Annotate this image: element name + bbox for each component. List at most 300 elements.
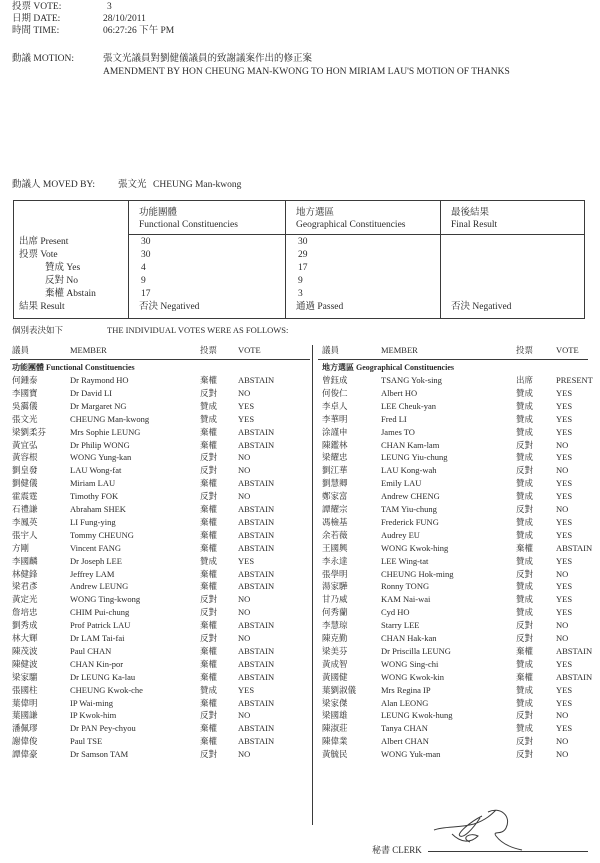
member-name-en: Tommy CHEUNG xyxy=(70,529,134,540)
member-name-zh: 王國興 xyxy=(322,542,348,553)
member-name-zh: 黃毓民 xyxy=(322,749,348,760)
vote-en: ABSTAIN xyxy=(556,542,593,553)
vote-en: YES xyxy=(556,684,573,695)
vote-zh: 反對 xyxy=(200,491,218,502)
vote-row xyxy=(12,582,308,594)
moved-by-name-en: CHEUNG Man-kwong xyxy=(153,180,242,190)
member-name-en: WONG Yuk-man xyxy=(381,749,441,760)
vote-zh: 贊成 xyxy=(200,555,218,566)
member-name-en: LEE Cheuk-yan xyxy=(381,400,436,411)
member-name-zh: 梁家騮 xyxy=(12,671,38,682)
member-name-zh: 劉慧卿 xyxy=(322,478,348,489)
moved-by-label: 動議人 MOVED BY: xyxy=(12,180,96,190)
vote-zh: 反對 xyxy=(516,439,534,450)
member-name-zh: 陳偉業 xyxy=(322,736,348,747)
vote-zh: 反對 xyxy=(200,594,218,605)
member-name-en: WONG Sing-chi xyxy=(381,658,439,669)
member-name-en: CHEUNG Hok-ming xyxy=(381,568,454,579)
member-name-en: LAU Wong-fat xyxy=(70,465,122,476)
vote-zh: 贊成 xyxy=(516,594,534,605)
member-name-en: Dr LEUNG Ka-lau xyxy=(70,671,136,682)
member-name-en: LI Fung-ying xyxy=(70,516,116,527)
col-header-vote-zh: 投票 xyxy=(516,345,534,355)
member-name-en: Dr Joseph LEE xyxy=(70,555,122,566)
member-name-zh: 鄭家富 xyxy=(322,491,348,502)
date-label: 日期 DATE: xyxy=(12,14,61,24)
col-functional-en: Functional Constituencies xyxy=(139,220,238,230)
col-final-zh: 最後結果 xyxy=(451,208,490,218)
member-name-en: KAM Nai-wai xyxy=(381,594,431,605)
member-name-zh: 馮檢基 xyxy=(322,516,348,527)
member-name-zh: 梁家傑 xyxy=(322,697,348,708)
vote-en: NO xyxy=(556,633,569,643)
col-functional-zh: 功能團體 xyxy=(139,208,178,218)
vote-en: ABSTAIN xyxy=(238,529,275,540)
member-name-en: Paul CHAN xyxy=(70,645,112,656)
geographical-result: 通過 Passed xyxy=(296,302,344,312)
motion-label: 動議 MOTION: xyxy=(12,54,75,64)
geographical-vote: 29 xyxy=(298,250,308,260)
member-name-zh: 梁君彥 xyxy=(12,581,38,592)
vote-zh: 贊成 xyxy=(516,555,534,566)
member-name-zh: 陳健波 xyxy=(12,658,38,669)
member-name-en: Frederick FUNG xyxy=(381,516,439,527)
table-divider xyxy=(440,201,441,318)
vote-en: YES xyxy=(556,400,573,411)
member-name-zh: 梁美芬 xyxy=(322,645,348,656)
vote-row xyxy=(12,441,308,453)
member-name-zh: 黃國健 xyxy=(322,671,348,682)
member-name-zh: 劉秀成 xyxy=(12,620,38,631)
member-name-zh: 何俊仁 xyxy=(322,387,348,398)
member-name-en: James TO xyxy=(381,426,415,437)
vote-en: ABSTAIN xyxy=(238,658,275,669)
vote-row xyxy=(12,724,308,736)
individual-votes-heading-en: THE INDIVIDUAL VOTES WERE AS FOLLOWS: xyxy=(107,325,289,335)
vote-en: YES xyxy=(556,387,573,398)
vote-en: NO xyxy=(238,465,251,476)
member-name-zh: 霍震霆 xyxy=(12,491,38,502)
member-name-zh: 張國柱 xyxy=(12,684,38,695)
vote-row xyxy=(322,518,594,530)
time-value: 06:27:26 下午 PM xyxy=(103,26,175,36)
vote-en: ABSTAIN xyxy=(238,542,275,553)
vote-zh: 棄權 xyxy=(200,426,218,437)
member-name-en: Prof Patrick LAU xyxy=(70,620,131,631)
vote-en: NO xyxy=(556,749,569,760)
vote-en: YES xyxy=(556,426,573,437)
vote-en: ABSTAIN xyxy=(238,504,275,514)
member-name-zh: 黃宜弘 xyxy=(12,439,38,450)
member-name-en: Miriam LAU xyxy=(70,478,116,489)
vote-en: YES xyxy=(556,491,573,502)
vote-zh: 反對 xyxy=(516,749,534,760)
vote-zh: 反對 xyxy=(516,633,534,643)
vote-zh: 棄權 xyxy=(200,542,218,553)
member-name-zh: 方剛 xyxy=(12,542,30,553)
vote-zh: 棄權 xyxy=(200,658,218,669)
vote-zh: 反對 xyxy=(200,710,218,721)
table-divider xyxy=(285,201,286,318)
member-name-en: IP Kwok-him xyxy=(70,710,117,721)
vote-en: NO xyxy=(238,633,251,643)
vote-zh: 贊成 xyxy=(516,723,534,734)
vote-zh: 反對 xyxy=(200,452,218,463)
member-name-en: Jeffrey LAM xyxy=(70,568,115,579)
vote-row xyxy=(322,570,594,582)
vote-en: YES xyxy=(238,555,255,566)
table-header-rule xyxy=(128,234,584,235)
vote-en: NO xyxy=(556,504,569,514)
final-result: 否決 Negatived xyxy=(451,302,512,312)
vote-en: NO xyxy=(238,607,251,618)
vote-zh: 棄權 xyxy=(200,620,218,631)
vote-row xyxy=(322,595,594,607)
member-name-en: Cyd HO xyxy=(381,607,410,618)
vote-row xyxy=(12,479,308,491)
member-name-zh: 劉皇發 xyxy=(12,465,38,476)
vote-row xyxy=(322,505,594,517)
vote-row xyxy=(322,466,594,478)
member-name-en: CHAN Kam-lam xyxy=(381,439,440,450)
vote-zh: 反對 xyxy=(516,710,534,721)
member-name-zh: 梁劉柔芬 xyxy=(12,426,47,437)
vote-en: ABSTAIN xyxy=(238,439,275,450)
member-name-zh: 李華明 xyxy=(322,413,348,424)
vote-zh: 贊成 xyxy=(516,684,534,695)
member-name-en: Dr Margaret NG xyxy=(70,400,127,411)
member-name-zh: 謝偉俊 xyxy=(12,736,38,747)
vote-en: YES xyxy=(556,658,573,669)
vote-en: NO xyxy=(556,710,569,721)
vote-zh: 贊成 xyxy=(516,516,534,527)
vote-zh: 贊成 xyxy=(516,400,534,411)
row-label-abstain: 棄權 Abstain xyxy=(45,289,96,299)
vote-en: NO xyxy=(238,387,251,398)
vote-row xyxy=(12,428,308,440)
functional-abstain: 17 xyxy=(141,289,151,299)
vote-row xyxy=(12,505,308,517)
member-name-en: CHEUNG Kwok-che xyxy=(70,684,143,695)
member-name-en: Dr Raymond HO xyxy=(70,375,129,385)
vote-en: YES xyxy=(556,555,573,566)
vote-zh: 出席 xyxy=(516,375,534,385)
vote-en: YES xyxy=(556,581,573,592)
vote-row xyxy=(322,660,594,672)
vote-zh: 棄權 xyxy=(200,736,218,747)
vote-en: ABSTAIN xyxy=(238,736,275,747)
vote-row xyxy=(12,570,308,582)
vote-en: ABSTAIN xyxy=(238,671,275,682)
vote-zh: 贊成 xyxy=(200,413,218,424)
vote-zh: 反對 xyxy=(200,749,218,760)
member-name-zh: 李國寶 xyxy=(12,387,38,398)
member-name-en: Audrey EU xyxy=(381,529,420,540)
member-name-zh: 李鳳英 xyxy=(12,516,38,527)
vote-en: NO xyxy=(238,749,251,760)
geographical-present: 30 xyxy=(298,237,308,247)
table-divider xyxy=(128,201,129,318)
vote-en: NO xyxy=(556,620,569,631)
vote-row xyxy=(12,711,308,723)
member-name-en: Andrew CHENG xyxy=(381,491,440,502)
vote-en: NO xyxy=(556,465,569,476)
member-name-zh: 李國麟 xyxy=(12,555,38,566)
vote-row xyxy=(322,415,594,427)
vote-en: NO xyxy=(556,568,569,579)
vote-row xyxy=(12,699,308,711)
vote-zh: 反對 xyxy=(516,736,534,747)
vote-summary-table xyxy=(13,200,585,319)
vote-zh: 棄權 xyxy=(200,568,218,579)
vote-row xyxy=(12,518,308,530)
vote-row xyxy=(322,711,594,723)
member-name-zh: 譚耀宗 xyxy=(322,504,348,514)
vote-row xyxy=(322,621,594,633)
vote-en: YES xyxy=(556,529,573,540)
vote-row xyxy=(322,453,594,465)
functional-present: 30 xyxy=(141,237,151,247)
vote-en: ABSTAIN xyxy=(556,645,593,656)
member-name-en: Albert CHAN xyxy=(381,736,429,747)
member-name-zh: 葉劉淑儀 xyxy=(322,684,357,695)
member-name-en: Dr Philip WONG xyxy=(70,439,130,450)
member-name-zh: 黃成智 xyxy=(322,658,348,669)
member-name-en: Dr David LI xyxy=(70,387,113,398)
vote-row xyxy=(322,724,594,736)
vote-zh: 棄權 xyxy=(516,645,534,656)
vote-zh: 反對 xyxy=(200,633,218,643)
member-name-zh: 劉健儀 xyxy=(12,478,38,489)
vote-en: ABSTAIN xyxy=(238,375,275,385)
member-name-en: LEUNG Kwok-hung xyxy=(381,710,453,721)
vote-row xyxy=(12,492,308,504)
col-header-member-zh: 議員 xyxy=(322,345,340,355)
vote-row xyxy=(12,750,308,762)
col-geographical-zh: 地方選區 xyxy=(296,208,335,218)
col-header-vote-en: VOTE xyxy=(238,345,261,355)
vote-zh: 贊成 xyxy=(516,413,534,424)
member-name-zh: 梁國雄 xyxy=(322,710,348,721)
vote-en: NO xyxy=(556,439,569,450)
vote-row xyxy=(322,376,594,388)
member-name-en: LAU Kong-wah xyxy=(381,465,437,476)
member-name-zh: 林健鋒 xyxy=(12,568,38,579)
vote-zh: 贊成 xyxy=(516,581,534,592)
vote-en: ABSTAIN xyxy=(238,581,275,592)
vote-row xyxy=(322,634,594,646)
col-final-en: Final Result xyxy=(451,220,498,230)
header-rule-right xyxy=(318,359,588,360)
vote-en: NO xyxy=(238,594,251,605)
member-name-zh: 李永達 xyxy=(322,555,348,566)
col-header-member-en: MEMBER xyxy=(70,345,107,355)
member-name-en: Fred LI xyxy=(381,413,407,424)
vote-row xyxy=(322,699,594,711)
motion-title-en: AMENDMENT BY HON CHEUNG MAN-KWONG TO HON MIRIAM LAU'S MOTION OF THANKS xyxy=(103,67,510,77)
vote-zh: 棄權 xyxy=(200,516,218,527)
col-header-member-en: MEMBER xyxy=(381,345,418,355)
member-name-zh: 李慧琼 xyxy=(322,620,348,631)
vote-en: YES xyxy=(556,697,573,708)
vote-zh: 棄權 xyxy=(200,504,218,514)
vote-zh: 贊成 xyxy=(516,658,534,669)
vote-zh: 棄權 xyxy=(200,478,218,489)
vote-number-value: 3 xyxy=(107,2,112,12)
vote-zh: 贊成 xyxy=(516,426,534,437)
vote-row xyxy=(322,428,594,440)
vote-en: ABSTAIN xyxy=(238,426,275,437)
functional-yes: 4 xyxy=(141,263,146,273)
functional-no: 9 xyxy=(141,276,146,286)
vote-row xyxy=(322,686,594,698)
member-name-en: Albert HO xyxy=(381,387,418,398)
vote-zh: 反對 xyxy=(516,465,534,476)
vote-en: YES xyxy=(556,413,573,424)
vote-zh: 反對 xyxy=(516,504,534,514)
vote-row xyxy=(12,647,308,659)
moved-by-name-zh: 張文光 xyxy=(118,180,147,190)
vote-row xyxy=(12,673,308,685)
vote-en: YES xyxy=(556,594,573,605)
member-name-zh: 譚偉豪 xyxy=(12,749,38,760)
vote-row xyxy=(322,389,594,401)
col-geographical-en: Geographical Constituencies xyxy=(296,220,406,230)
member-name-en: Dr PAN Pey-chyou xyxy=(70,723,136,734)
vote-zh: 棄權 xyxy=(200,723,218,734)
functional-vote: 30 xyxy=(141,250,151,260)
vote-en: YES xyxy=(556,607,573,618)
vote-zh: 贊成 xyxy=(516,478,534,489)
member-name-zh: 張文光 xyxy=(12,413,38,424)
vote-zh: 贊成 xyxy=(200,400,218,411)
member-name-zh: 梁耀忠 xyxy=(322,452,348,463)
member-name-zh: 甘乃威 xyxy=(322,594,348,605)
vote-row xyxy=(322,544,594,556)
clerk-label: 秘書 CLERK xyxy=(372,845,422,855)
vote-row xyxy=(12,686,308,698)
member-name-en: Dr Priscilla LEUNG xyxy=(381,645,451,656)
member-name-zh: 李卓人 xyxy=(322,400,348,411)
vote-row xyxy=(12,634,308,646)
member-name-zh: 葉偉明 xyxy=(12,697,38,708)
member-name-zh: 石禮謙 xyxy=(12,504,38,514)
motion-title-zh: 張文光議員對劉健儀議員的致謝議案作出的修正案 xyxy=(103,54,313,64)
member-name-en: Ronny TONG xyxy=(381,581,430,592)
member-name-en: CHIM Pui-chung xyxy=(70,607,130,618)
member-name-zh: 陳淑莊 xyxy=(322,723,348,734)
member-name-en: CHAN Hak-kan xyxy=(381,633,437,643)
row-label-vote: 投票 Vote xyxy=(19,250,58,260)
section-title-geographical: 地方選區 Geographical Constituencies xyxy=(322,363,454,372)
vote-zh: 贊成 xyxy=(516,491,534,502)
member-name-zh: 涂謹申 xyxy=(322,426,348,437)
member-name-en: TSANG Yok-sing xyxy=(381,375,442,385)
member-name-en: Emily LAU xyxy=(381,478,422,489)
vote-zh: 贊成 xyxy=(516,387,534,398)
vote-zh: 贊成 xyxy=(516,529,534,540)
vote-row xyxy=(12,557,308,569)
member-name-en: Andrew LEUNG xyxy=(70,581,129,592)
col-header-vote-zh: 投票 xyxy=(200,345,218,355)
member-name-en: Dr LAM Tai-fai xyxy=(70,633,125,643)
vote-zh: 棄權 xyxy=(200,439,218,450)
col-header-vote-en: VOTE xyxy=(556,345,579,355)
vote-en: ABSTAIN xyxy=(556,671,593,682)
vote-en: NO xyxy=(238,452,251,463)
member-name-zh: 何鍾泰 xyxy=(12,375,38,385)
vote-row xyxy=(12,389,308,401)
vote-row xyxy=(12,453,308,465)
vote-row xyxy=(322,608,594,620)
vote-row xyxy=(12,608,308,620)
member-name-en: Mrs Sophie LEUNG xyxy=(70,426,141,437)
row-label-present: 出席 Present xyxy=(19,237,69,247)
vote-zh: 贊成 xyxy=(200,684,218,695)
vote-row xyxy=(322,647,594,659)
vote-zh: 反對 xyxy=(516,620,534,631)
vote-en: ABSTAIN xyxy=(238,620,275,631)
member-name-zh: 陳茂波 xyxy=(12,645,38,656)
header-rule-left xyxy=(10,359,310,360)
clerk-signature xyxy=(430,808,530,852)
vote-zh: 棄權 xyxy=(200,529,218,540)
row-label-yes: 贊成 Yes xyxy=(45,263,81,273)
vote-en: ABSTAIN xyxy=(238,478,275,489)
geographical-abstain: 3 xyxy=(298,289,303,299)
member-name-en: Alan LEONG xyxy=(381,697,429,708)
member-name-en: Tanya CHAN xyxy=(381,723,428,734)
section-title-functional: 功能團體 Functional Constituencies xyxy=(12,363,135,372)
vote-en: YES xyxy=(238,413,255,424)
vote-en: NO xyxy=(556,736,569,747)
member-name-en: LEE Wing-tat xyxy=(381,555,429,566)
member-name-en: WONG Yung-kan xyxy=(70,452,132,463)
vote-row xyxy=(322,531,594,543)
member-name-zh: 黃容根 xyxy=(12,452,38,463)
member-name-zh: 林大輝 xyxy=(12,633,38,643)
vote-row xyxy=(322,402,594,414)
vote-row xyxy=(322,492,594,504)
member-name-en: Mrs Regina IP xyxy=(381,684,431,695)
vote-en: PRESENT xyxy=(556,375,593,385)
member-name-en: CHEUNG Man-kwong xyxy=(70,413,150,424)
vote-row xyxy=(322,737,594,749)
vote-en: YES xyxy=(238,684,255,695)
member-name-en: Vincent FANG xyxy=(70,542,122,553)
vote-zh: 棄權 xyxy=(200,697,218,708)
member-name-en: Timothy FOK xyxy=(70,491,119,502)
vote-en: YES xyxy=(238,400,255,411)
vote-zh: 棄權 xyxy=(200,375,218,385)
vote-zh: 棄權 xyxy=(516,671,534,682)
member-name-en: CHAN Kin-por xyxy=(70,658,124,669)
member-name-zh: 黃定光 xyxy=(12,594,38,605)
vote-en: NO xyxy=(238,710,251,721)
vote-zh: 反對 xyxy=(200,387,218,398)
member-name-zh: 葉國謙 xyxy=(12,710,38,721)
row-label-result: 結果 Result xyxy=(19,302,65,312)
member-name-en: WONG Kwok-hing xyxy=(381,542,449,553)
member-name-zh: 曾鈺成 xyxy=(322,375,348,385)
vote-zh: 棄權 xyxy=(200,671,218,682)
vote-en: YES xyxy=(556,452,573,463)
member-name-en: Starry LEE xyxy=(381,620,420,631)
member-name-en: TAM Yiu-chung xyxy=(381,504,437,514)
row-label-no: 反對 No xyxy=(45,276,78,286)
vote-row xyxy=(12,376,308,388)
member-name-zh: 劉江華 xyxy=(322,465,348,476)
